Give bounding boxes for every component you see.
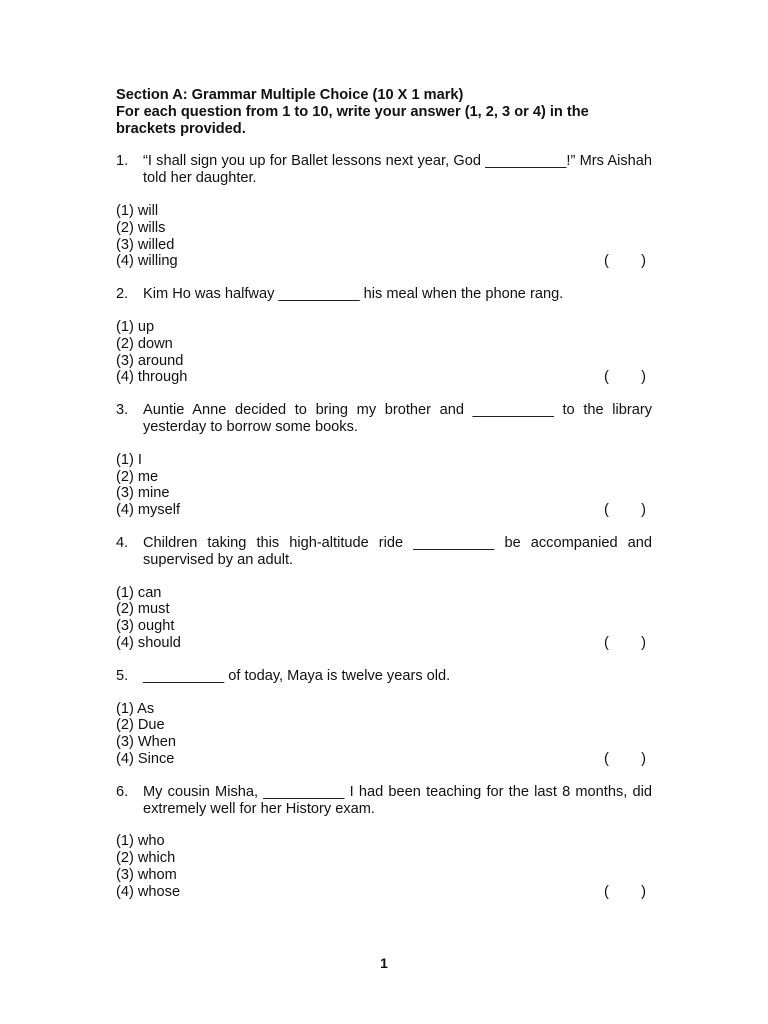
bracket-open: (: [604, 502, 609, 519]
option-label: (1) who: [116, 833, 165, 850]
answer-bracket[interactable]: [604, 635, 646, 652]
question-text: Auntie Anne decided to bring my brother and __________ to the library yesterday to borrow some books.: [143, 402, 652, 435]
option-list: [116, 203, 652, 270]
option-item: [116, 850, 652, 867]
answer-bracket[interactable]: [604, 502, 646, 519]
option-item: [116, 203, 652, 220]
option-item: [116, 833, 652, 850]
option-item: [116, 751, 652, 768]
option-item: [116, 734, 652, 751]
option-list: [116, 319, 652, 386]
answer-bracket[interactable]: [604, 253, 646, 270]
answer-bracket[interactable]: [604, 751, 646, 768]
option-item: [116, 717, 652, 734]
question-number: 6.: [116, 783, 129, 800]
question-number: 3.: [116, 402, 129, 419]
question-text: __________ of today, Maya is twelve years old.: [143, 667, 451, 684]
option-item: [116, 237, 652, 254]
question-stem: [116, 153, 652, 187]
bracket-close: ): [641, 369, 646, 386]
option-item: [116, 319, 652, 336]
question-text: “I shall sign you up for Ballet lessons next year, God __________!” Mrs Aishah told her daughter.: [143, 153, 652, 187]
option-label: (2) which: [116, 850, 176, 867]
option-list: [116, 701, 652, 768]
option-item: [116, 469, 652, 486]
option-label: (3) whom: [116, 866, 177, 883]
option-label: (2) down: [116, 335, 173, 352]
option-label: (2) me: [116, 468, 159, 485]
option-label: (1) I: [116, 451, 142, 468]
worksheet-page: [116, 87, 652, 900]
option-item: [116, 618, 652, 635]
option-label: (3) around: [116, 352, 184, 369]
option-label: (2) must: [116, 601, 170, 618]
question-text: My cousin Misha, __________ I had been teaching for the last 8 months, did extremely well for her History exam.: [143, 783, 652, 817]
option-label: (2) Due: [116, 717, 165, 734]
bracket-open: (: [604, 369, 609, 386]
option-item: [116, 452, 652, 469]
option-label: (4) Since: [116, 750, 175, 767]
bracket-close: ): [641, 253, 646, 270]
option-list: [116, 833, 652, 900]
option-list: [116, 585, 652, 652]
option-item: [116, 369, 652, 386]
question-stem: [116, 402, 652, 436]
answer-bracket[interactable]: [604, 369, 646, 386]
bracket-open: (: [604, 750, 609, 767]
option-item: [116, 601, 652, 618]
option-item: [116, 585, 652, 602]
bracket-open: (: [604, 883, 609, 900]
option-label: (4) whose: [116, 883, 181, 900]
option-label: (1) can: [116, 584, 162, 601]
question-number: 4.: [116, 534, 129, 551]
question-stem: [116, 286, 652, 303]
option-label: (3) ought: [116, 618, 175, 635]
instruction-line-1: For each question from 1 to 10, write your answer (1, 2, 3 or 4) in the: [116, 103, 589, 120]
option-label: (1) As: [116, 700, 155, 717]
page-number: 1: [380, 955, 388, 971]
option-label: (1) up: [116, 318, 155, 335]
option-label: (4) willing: [116, 253, 178, 270]
option-label: (4) through: [116, 369, 188, 386]
question-6: [116, 784, 652, 901]
option-label: (3) willed: [116, 236, 175, 253]
question-stem: [116, 784, 652, 818]
question-number: 2.: [116, 286, 129, 303]
question-list: [116, 153, 652, 900]
option-item: [116, 336, 652, 353]
option-item: [116, 635, 652, 652]
option-list: [116, 452, 652, 519]
section-title: Section A: Grammar Multiple Choice (10 X 1 mark): [116, 87, 464, 103]
option-item: [116, 220, 652, 237]
question-5: [116, 668, 652, 768]
bracket-close: ): [641, 502, 646, 519]
question-text: Kim Ho was halfway __________ his meal when the phone rang.: [143, 286, 564, 303]
question-number: 5.: [116, 667, 129, 684]
bracket-close: ): [641, 750, 646, 767]
bracket-close: ): [641, 883, 646, 900]
question-1: [116, 153, 652, 270]
option-label: (1) will: [116, 202, 159, 219]
bracket-close: ): [641, 634, 646, 651]
option-item: [116, 884, 652, 901]
section-header: [116, 87, 652, 137]
option-label: (4) myself: [116, 502, 181, 519]
question-2: [116, 286, 652, 386]
option-item: [116, 353, 652, 370]
answer-bracket[interactable]: [604, 884, 646, 901]
option-item: [116, 253, 652, 270]
question-3: [116, 402, 652, 519]
question-number: 1.: [116, 153, 129, 170]
instruction-line-2: brackets provided.: [116, 120, 246, 137]
option-label: (2) wills: [116, 219, 166, 236]
question-stem: [116, 535, 652, 569]
bracket-open: (: [604, 634, 609, 651]
question-text: Children taking this high-altitude ride __________ be accompanied and supervised by an adult.: [143, 534, 652, 568]
question-stem: [116, 668, 652, 685]
question-4: [116, 535, 652, 652]
option-label: (3) When: [116, 734, 177, 751]
bracket-open: (: [604, 253, 609, 270]
option-label: (3) mine: [116, 485, 170, 502]
option-item: [116, 502, 652, 519]
option-item: [116, 867, 652, 884]
option-item: [116, 701, 652, 718]
option-item: [116, 485, 652, 502]
option-label: (4) should: [116, 634, 181, 651]
